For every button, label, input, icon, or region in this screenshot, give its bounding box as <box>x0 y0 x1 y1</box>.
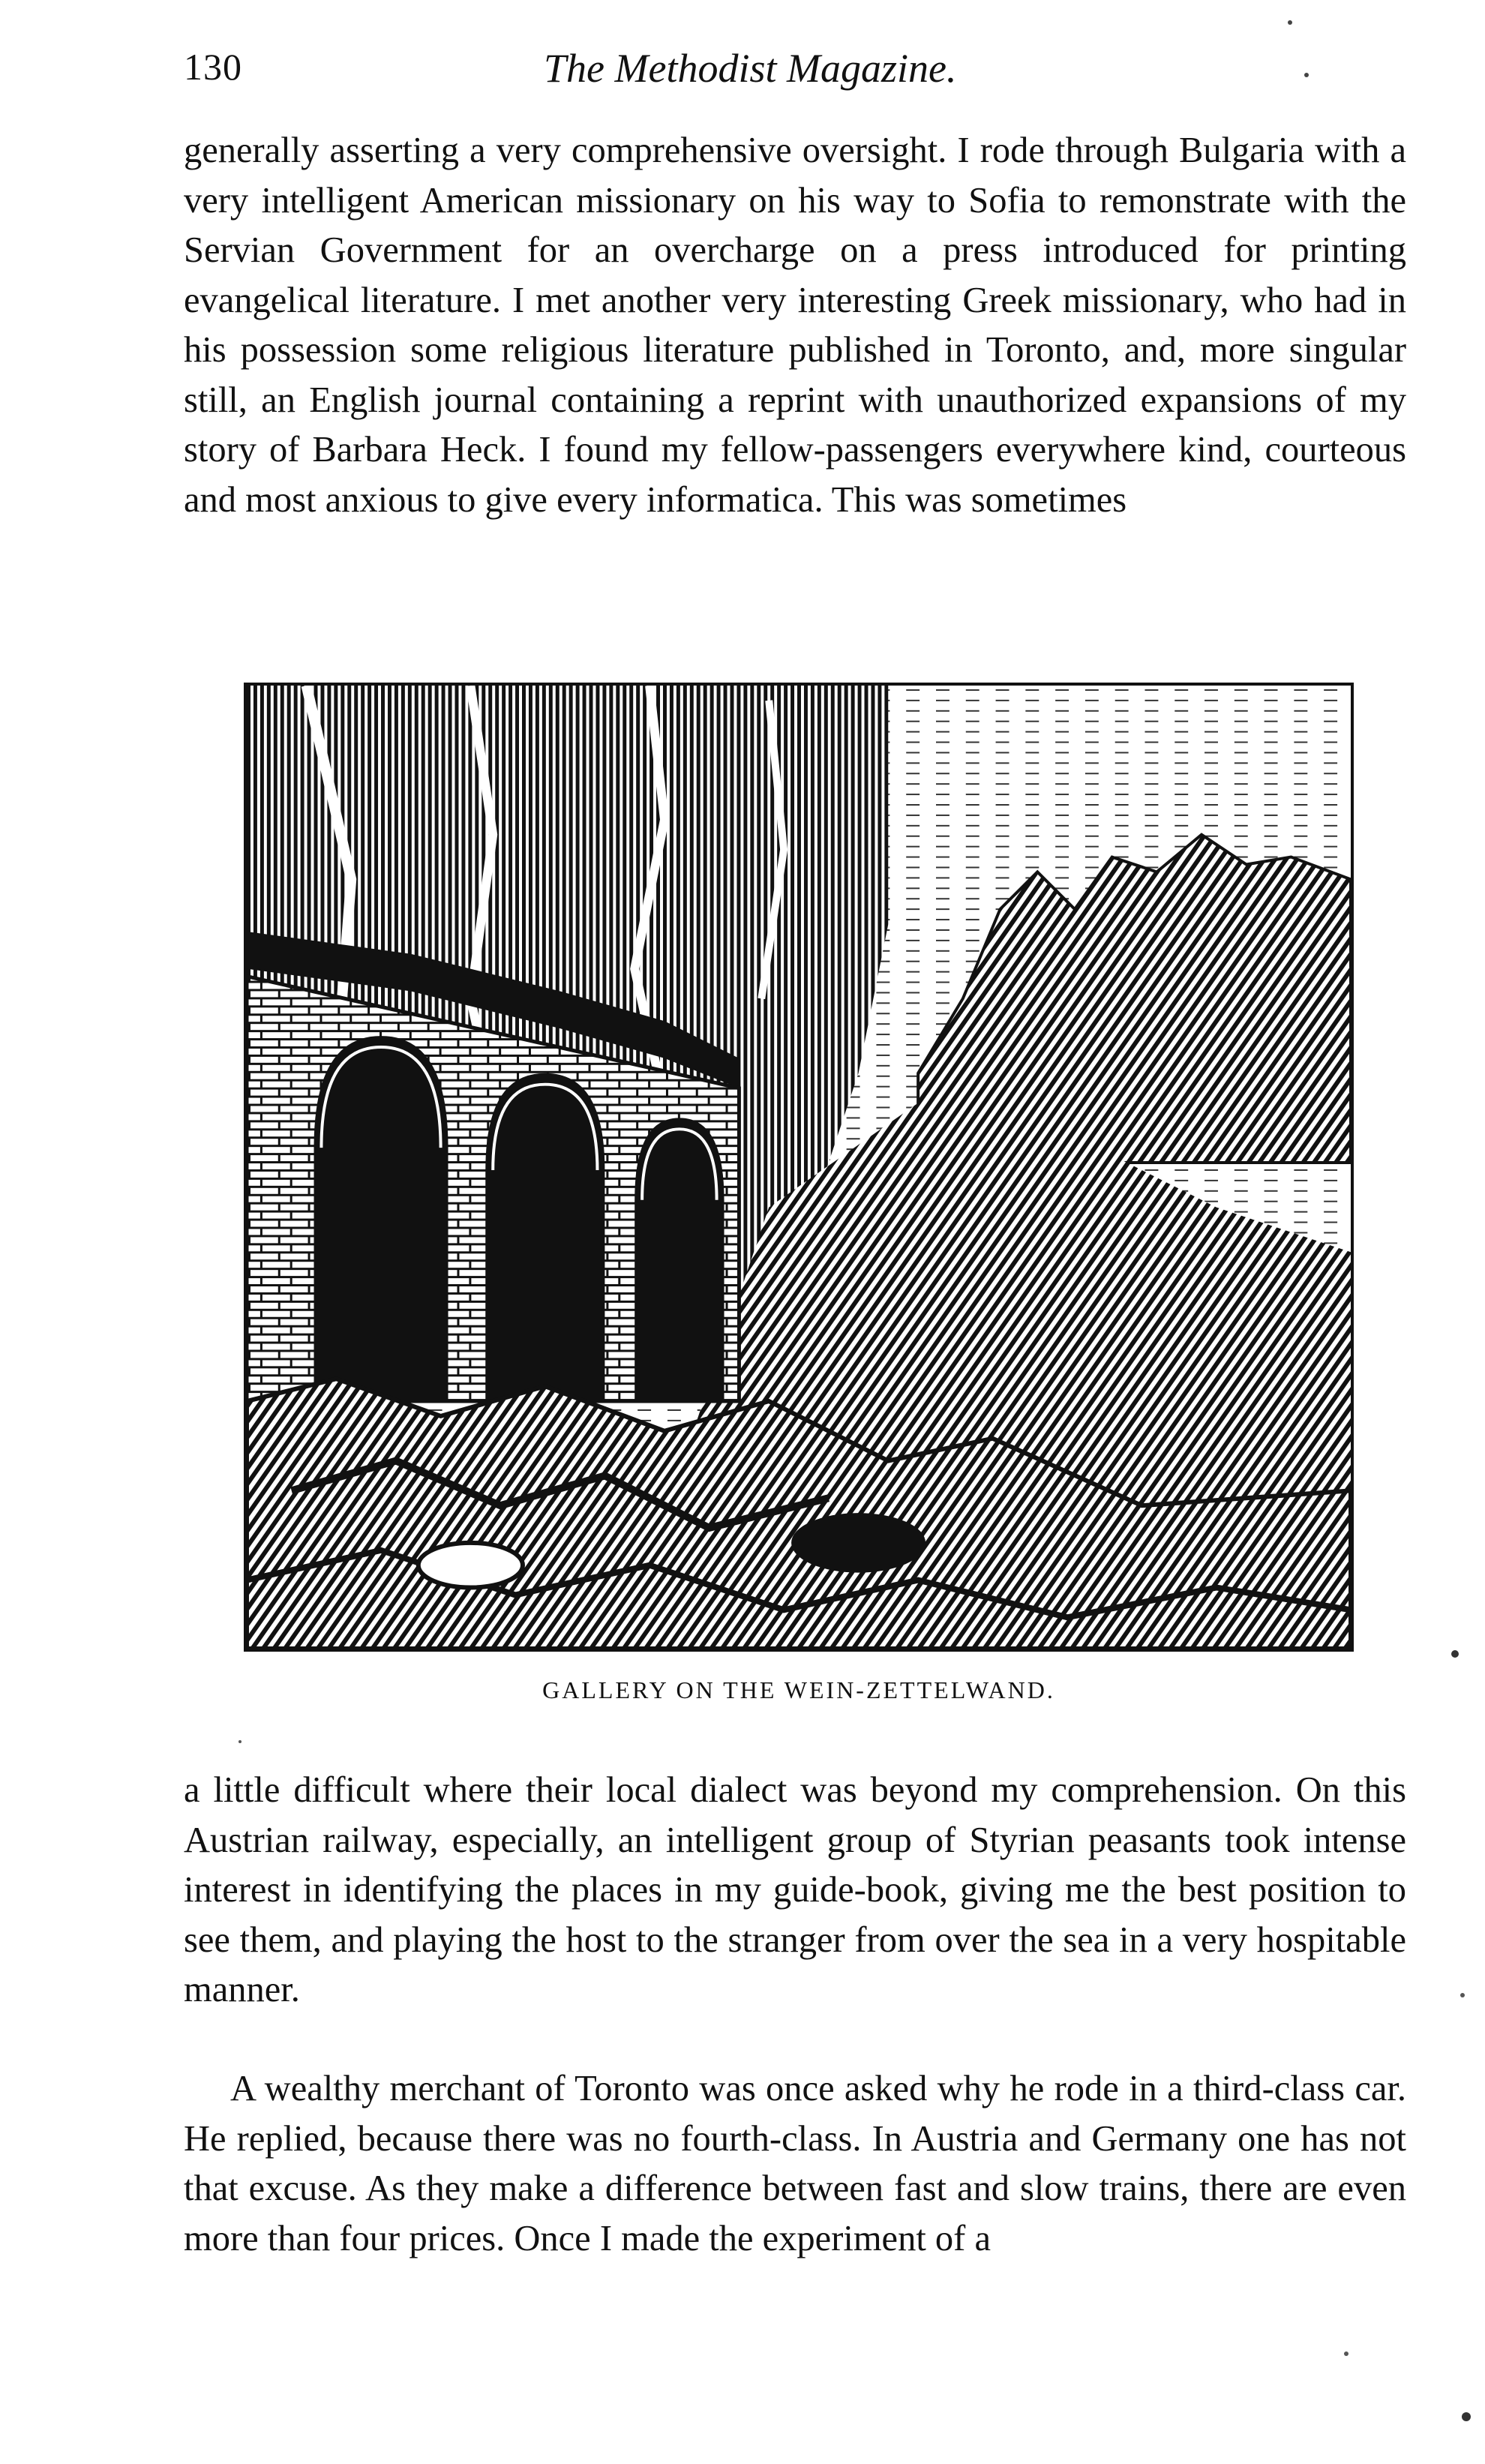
page-number: 130 <box>184 46 242 88</box>
running-head <box>184 45 1399 105</box>
figure-caption: GALLERY ON THE WEIN-ZETTELWAND. <box>542 1676 1055 1703</box>
running-title: The Methodist Magazine. <box>544 46 957 91</box>
engraving-illustration <box>244 683 1354 1652</box>
body-paragraph-middle: a little difficult where their local dialect was beyond my comprehension. On this Austrian railway, especially, an intelligent group of Styrian peasants took intense interest in identifying the places in my guide-book, giving me the best position to see them, and playing the host to the stranger from over the sea in a very hospitable manner. <box>184 1770 1406 2009</box>
body-paragraph-top: generally asserting a very comprehensive oversight. I rode through Bulgaria with a very intelligent American missionary on his way to Sofia to remonstrate with the Servian Government for an overcharge on a press introduced for printing evangelical literature. I met another very interesting Greek missionary, who had in his possession some religious literature published in Toronto, and, more singular still, an English journal containing a reprint with unauthorized expansions of my story of Barbara Heck. I found my fellow-passengers everywhere kind, courteous and most anxious to give every informatica. This was sometimes <box>184 131 1406 520</box>
body-paragraph-bottom: A wealthy merchant of Toronto was once asked why he rode in a third-class car. He replied, because there was no fourth-class. In Austria and Germany one has not that excuse. As they make a difference between fast and slow trains, there are even more than four prices. Once I made the experiment of a <box>184 2069 1406 2258</box>
